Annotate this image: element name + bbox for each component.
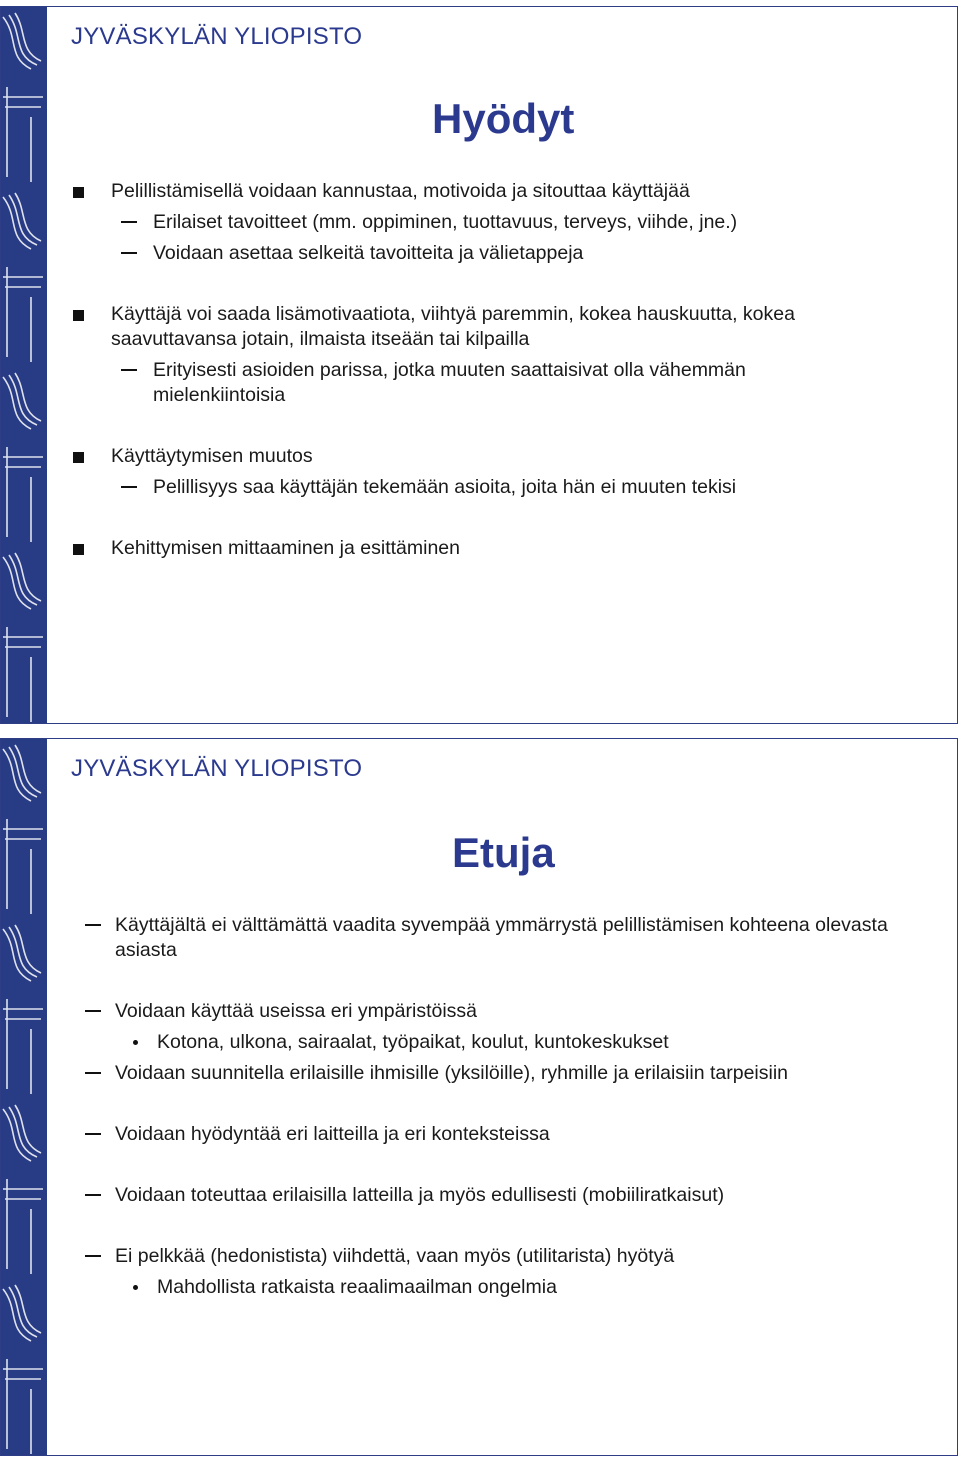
sub-bullet-item: Erilaiset tavoitteet (mm. oppiminen, tuottavuus, terveys, viihde, jne.) <box>153 211 738 233</box>
university-name: JYVÄSKYLÄN YLIOPISTO <box>71 23 363 50</box>
flame-pattern-icon <box>1 7 47 724</box>
dash-icon <box>85 1133 101 1135</box>
dash-icon <box>121 486 137 488</box>
slide-hyodyt <box>0 6 958 724</box>
slide-title: Hyödyt <box>432 95 575 142</box>
slide-etuja <box>0 738 958 1456</box>
flame-pattern-icon <box>1 739 47 1456</box>
bullet-item: Voidaan käyttää useissa eri ympäristöissä <box>115 1000 478 1022</box>
bullet-square-icon <box>73 310 84 321</box>
sub-bullet-item: Mahdollista ratkaista reaalimaailman ongelmia <box>157 1276 557 1298</box>
bullet-item: Pelillistämisellä voidaan kannustaa, motivoida ja sitouttaa käyttäjää <box>111 180 690 202</box>
university-logo-strip <box>1 7 47 723</box>
sub-bullet-item: Voidaan asettaa selkeitä tavoitteita ja välietappeja <box>153 242 584 264</box>
bullet-square-icon <box>73 452 84 463</box>
bullet-square-icon <box>73 544 84 555</box>
university-logo-strip <box>1 739 47 1455</box>
bullet-dot-icon <box>133 1040 138 1045</box>
dash-icon <box>85 1194 101 1196</box>
sub-bullet-item: Erityisesti asioiden parissa, jotka muuten saattaisivat olla vähemmän mielenkiintoisia <box>153 359 746 406</box>
bullet-item: Voidaan hyödyntää eri laitteilla ja eri konteksteissa <box>115 1123 550 1145</box>
dash-icon <box>121 369 137 371</box>
slide-title: Etuja <box>452 829 555 876</box>
bullet-item: Käyttäjä voi saada lisämotivaatiota, viihtyä paremmin, kokea hauskuutta, kokea saavuttavansa jotain, ilmaista itseään tai kilpailla <box>111 303 795 350</box>
bullet-item: Ei pelkkää (hedonistista) viihdettä, vaan myös (utilitarista) hyötyä <box>115 1245 675 1267</box>
bullet-item: Voidaan toteuttaa erilaisilla latteilla ja myös edullisesti (mobiiliratkaisut) <box>115 1184 725 1206</box>
dash-icon <box>85 924 101 926</box>
dash-icon <box>85 1255 101 1257</box>
sub-bullet-item: Pelillisyys saa käyttäjän tekemään asioita, joita hän ei muuten tekisi <box>153 476 737 498</box>
sub-bullet-item: Kotona, ulkona, sairaalat, työpaikat, koulut, kuntokeskukset <box>157 1031 669 1053</box>
bullet-item: Kehittymisen mittaaminen ja esittäminen <box>111 537 460 559</box>
bullet-item: Voidaan suunnitella erilaisille ihmisille (yksilöille), ryhmille ja erilaisiin tarpeisiin <box>115 1062 789 1084</box>
dash-icon <box>85 1072 101 1074</box>
bullet-dot-icon <box>133 1285 138 1290</box>
bullet-item: Käyttäjältä ei välttämättä vaadita syvempää ymmärrystä pelillistämisen kohteena olevasta asiasta <box>115 914 888 961</box>
dash-icon <box>85 1010 101 1012</box>
bullet-item: Käyttäytymisen muutos <box>111 445 313 467</box>
university-name: JYVÄSKYLÄN YLIOPISTO <box>71 755 363 782</box>
bullet-square-icon <box>73 187 84 198</box>
dash-icon <box>121 221 137 223</box>
dash-icon <box>121 252 137 254</box>
